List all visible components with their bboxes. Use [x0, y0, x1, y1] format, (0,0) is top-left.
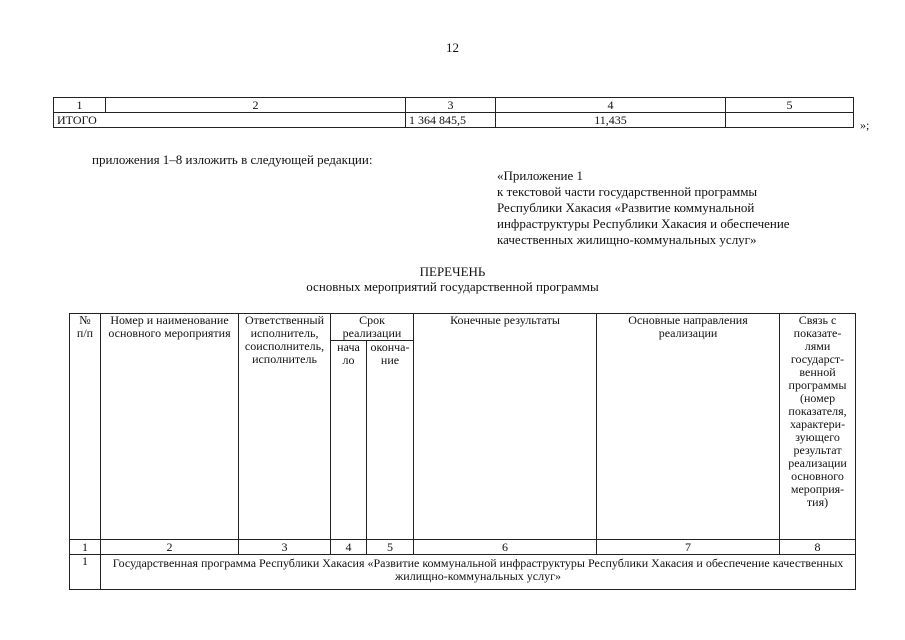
total-value-col3: 1 364 845,5: [406, 113, 496, 128]
column-number: 7: [597, 540, 780, 555]
list-subtitle: основных мероприятий государственной программы: [306, 279, 599, 294]
appendix-line: «Приложение 1: [497, 168, 584, 183]
total-row: [54, 113, 854, 128]
header-cell: 3: [406, 98, 496, 113]
program-number: 1: [70, 555, 101, 590]
header-cell: 2: [106, 98, 406, 113]
total-label: ИТОГО: [54, 113, 406, 128]
page-number: 12: [446, 40, 459, 55]
measures-table: [69, 313, 856, 590]
program-name: Государственная программа Республики Хакасия «Развитие коммунальной инфраструктуры Республики Хакасия и обеспечение качественных жилищно-коммунальных услуг»: [101, 555, 856, 590]
column-number: 5: [367, 540, 414, 555]
appendix-caption: [497, 168, 790, 248]
summary-table: [53, 97, 854, 128]
table-header-row: [54, 98, 854, 113]
header-start: нача ло: [331, 341, 367, 540]
closing-quote: »;: [860, 118, 870, 132]
header-cell: 1: [54, 98, 106, 113]
header-term: Срок реализации: [331, 314, 414, 341]
header-executor: Ответственный исполнитель, соисполнитель, исполнитель: [239, 314, 331, 540]
column-number: 3: [239, 540, 331, 555]
header-measure: Номер и наименование основного мероприятия: [101, 314, 239, 540]
column-number: 8: [780, 540, 856, 555]
appendix-line: Республики Хакасия «Развитие коммунальной: [497, 200, 755, 215]
header-row-top: [70, 314, 856, 341]
header-directions: Основные направления реализации: [597, 314, 780, 540]
header-link: Связь с показате- лями государст- венной программы (номер показателя, характери- зующего результат реализации основного мероприя- тия): [780, 314, 856, 540]
total-value-col4: 11,435: [496, 113, 726, 128]
column-number: 2: [101, 540, 239, 555]
column-number: 6: [414, 540, 597, 555]
header-num: № п/п: [70, 314, 101, 540]
total-value-col5: [726, 113, 854, 128]
column-number: 1: [70, 540, 101, 555]
header-cell: 4: [496, 98, 726, 113]
header-results: Конечные результаты: [414, 314, 597, 540]
table-row: [70, 555, 856, 590]
header-cell: 5: [726, 98, 854, 113]
column-number: 4: [331, 540, 367, 555]
appendix-line: инфраструктуры Республики Хакасия и обеспечение: [497, 216, 790, 231]
header-end: оконча- ние: [367, 341, 414, 540]
appendix-line: качественных жилищно-коммунальных услуг»: [497, 232, 757, 247]
list-title: ПЕРЕЧЕНЬ: [419, 264, 486, 279]
appendix-line: к текстовой части государственной программы: [497, 184, 758, 199]
column-number-row: [70, 540, 856, 555]
intro-text: приложения 1–8 изложить в следующей редакции:: [92, 152, 373, 167]
